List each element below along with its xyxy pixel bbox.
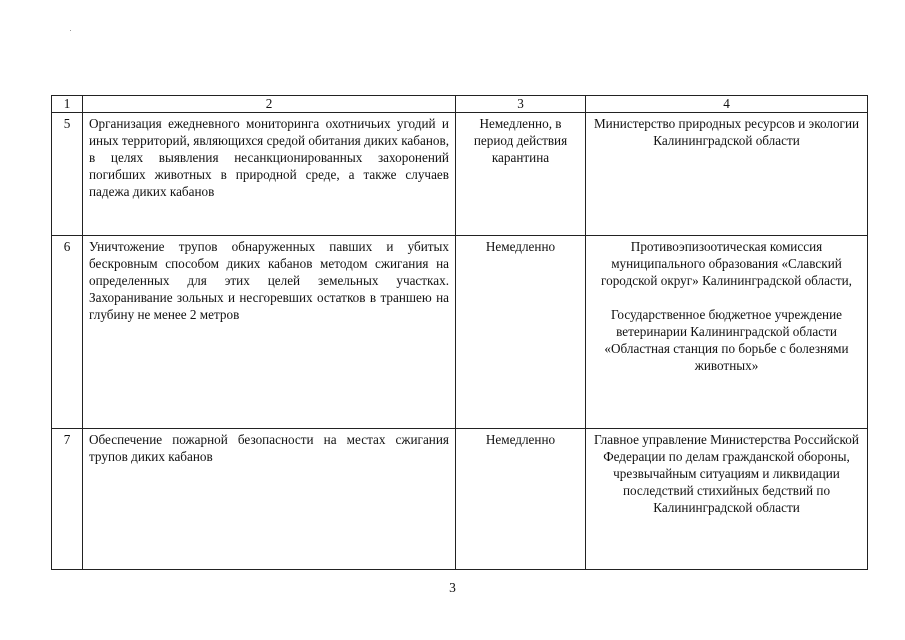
table-row — [52, 113, 868, 236]
row-term: Немедленно, в период действия карантина — [456, 113, 586, 236]
header-col-1: 1 — [52, 96, 83, 113]
responsible-party: Государственное бюджетное учреждение ветеринарии Калининградской области «Областная станция по борьбе с болезнями животных» — [604, 307, 849, 373]
responsible-party: Министерство природных ресурсов и экологии Калининградской области — [593, 116, 860, 148]
row-term: Немедленно — [456, 236, 586, 429]
header-col-3: 3 — [456, 96, 586, 113]
table-header-row — [52, 96, 868, 113]
row-responsible — [586, 429, 868, 570]
table-row — [52, 429, 868, 570]
row-number: 7 — [52, 429, 83, 570]
responsible-party: Главное управление Министерства Российской Федерации по делам гражданской обороны, чрезвычайным ситуациям и ликвидации последствий стихийных бедствий по Калининградской области — [594, 432, 859, 515]
spacer — [592, 289, 861, 306]
row-description: Организация ежедневного мониторинга охотничьих угодий и иных территорий, являющихся средой обитания диких кабанов, в целях выявления несанкционированных захоронений погибших животных в природной среде, а также случаев падежа диких кабанов — [83, 113, 456, 236]
table-row — [52, 236, 868, 429]
row-description: Уничтожение трупов обнаруженных павших и убитых бескровным способом диких кабанов методом сжигания на определенных для этих целей земельных участках. Захоранивание зольных и несгоревших остатков в траншею на глубину не менее 2 метров — [83, 236, 456, 429]
row-responsible — [586, 236, 868, 429]
row-responsible — [586, 113, 868, 236]
row-number: 5 — [52, 113, 83, 236]
measures-table — [51, 95, 868, 570]
page-number: 3 — [449, 580, 456, 595]
row-description: Обеспечение пожарной безопасности на местах сжигания трупов диких кабанов — [83, 429, 456, 570]
responsible-party: Противоэпизоотическая комиссия муниципального образования «Славский городской округ» Калининградской области, — [601, 239, 852, 288]
row-number: 6 — [52, 236, 83, 429]
header-col-4: 4 — [586, 96, 868, 113]
row-term: Немедленно — [456, 429, 586, 570]
header-col-2: 2 — [83, 96, 456, 113]
scan-speck — [70, 30, 71, 31]
